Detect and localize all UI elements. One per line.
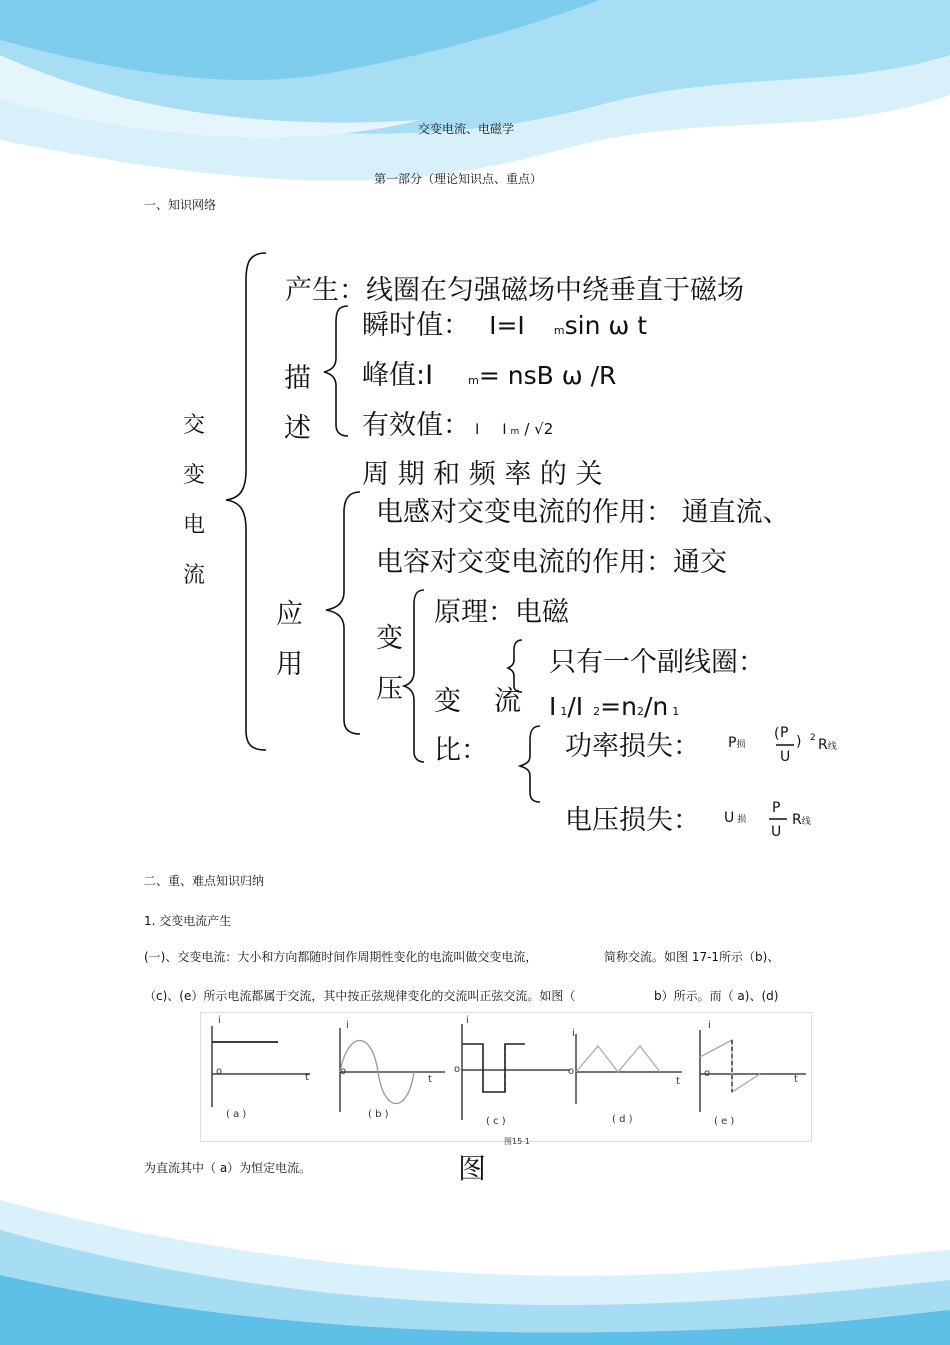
part-heading: 第一部分（理论知识点、重点）: [374, 172, 543, 186]
axis-t-d: t: [676, 1076, 680, 1087]
effective-value: [362, 403, 553, 442]
origin-d: o: [568, 1066, 575, 1077]
inductor-text: 电感对交变电流的作用： 通直流、: [376, 497, 790, 528]
power-frac-bot: U: [780, 749, 791, 765]
voltage-loss-label: 电压损失：: [565, 805, 700, 836]
root-char-3: 电: [183, 513, 206, 538]
power-paren-close: ): [796, 734, 802, 750]
header-wave-decoration: [0, 0, 950, 230]
describe-char-2: 述: [284, 413, 311, 444]
volt-R: [792, 812, 811, 828]
root-char-1: 交: [183, 413, 206, 438]
current-ratio: [549, 692, 679, 721]
axis-i-c: i: [466, 1015, 469, 1026]
transformer-char-2: 压: [376, 674, 403, 705]
label-c: ( c ): [486, 1116, 506, 1127]
ratio-char-1: 变: [434, 686, 461, 717]
axis-i-e: i: [708, 1020, 711, 1031]
current-ratio-a: I: [549, 692, 557, 721]
axis-i-a: i: [218, 1015, 221, 1026]
volt-R-sub: 线: [801, 817, 811, 827]
instant-sub: m: [553, 324, 565, 337]
axis-t-e: t: [794, 1074, 798, 1085]
power-loss-label: 功率损失：: [565, 731, 700, 762]
doc-title: 交变电流、电磁学: [418, 122, 515, 136]
current-ratio-s4: 1: [672, 705, 680, 718]
axis-t-a: t: [305, 1072, 309, 1083]
instant-value: [362, 303, 647, 342]
power-R-letter: R: [818, 737, 828, 753]
principle-text: 原理：电磁: [434, 597, 569, 628]
power-paren-open: (: [774, 726, 780, 742]
instant-prefix: 瞬时值：: [362, 310, 470, 341]
describe-char-1: 描: [284, 363, 311, 394]
effective-sub: m: [510, 427, 520, 437]
item-ac-generation: 1. 交变电流产生: [144, 914, 232, 928]
one-secondary-text: 只有一个副线圈：: [549, 647, 765, 678]
root-char-2: 变: [183, 463, 206, 488]
power-sq: 2: [810, 733, 816, 743]
effective-eq2: I: [502, 422, 507, 438]
power-P: P: [728, 735, 737, 751]
origin-e: o: [704, 1068, 711, 1079]
paragraph-3: 为直流其中（ a）为恒定电流。: [144, 1161, 312, 1175]
peak-prefix: 峰值:I: [362, 360, 434, 391]
label-a: ( a ): [226, 1109, 247, 1120]
paragraph-2b: b）所示。而（ a)、(d): [654, 989, 779, 1003]
current-ratio-d: /n: [643, 692, 669, 721]
axis-i-d: i: [572, 1028, 575, 1039]
axis-i-b: i: [346, 1020, 349, 1031]
label-d: ( d ): [612, 1114, 633, 1125]
power-frac-top: P: [780, 725, 789, 741]
current-waveform-figure: [200, 1012, 812, 1146]
footer-wave-decoration: [0, 1180, 950, 1345]
section-heading-network: 一、知识网络: [144, 198, 217, 212]
volt-sub: 损: [737, 815, 747, 825]
current-ratio-s3: 2: [636, 705, 644, 718]
paragraph-1b: 简称交流。如图 17-1所示（b)、: [604, 950, 780, 964]
label-e: ( e ): [714, 1116, 735, 1127]
capacitor-text: 电容对交变电流的作用：通交: [376, 547, 727, 578]
effective-eq1: I: [475, 422, 480, 438]
effective-prefix: 有效值：: [362, 410, 470, 441]
ratio-char-3: 比：: [434, 735, 488, 766]
paragraph-1a: (一)、交变电流：大小和方向都随时间作周期性变化的电流叫做交变电流，: [144, 950, 538, 964]
current-ratio-s1: 1: [560, 705, 568, 718]
peak-eq: = nsB ω /R: [478, 361, 617, 390]
label-b: ( b ): [368, 1109, 389, 1120]
volt-R-letter: R: [792, 812, 802, 828]
origin-a: o: [216, 1066, 223, 1077]
figure-caption: 图15 1: [504, 1137, 530, 1146]
power-sub: 损: [736, 740, 746, 750]
power-R: [818, 737, 837, 753]
produce-text: 产生：线圈在匀强磁场中绕垂直于磁场: [285, 275, 744, 306]
origin-b: o: [340, 1066, 347, 1077]
instant-eq1: I=I: [489, 311, 525, 340]
figure-char: 图: [458, 1152, 487, 1185]
apply-char-1: 应: [276, 599, 303, 630]
peak-value: [362, 353, 616, 392]
period-text: 周 期 和 频 率 的 关: [362, 459, 603, 490]
peak-sub: m: [468, 374, 479, 387]
volt-frac-top: P: [772, 800, 781, 816]
power-R-sub: 线: [827, 742, 837, 752]
paragraph-2a: （c)、(e）所示电流都属于交流，其中按正弦规律变化的交流叫正弦交流。如图（: [144, 989, 576, 1003]
effective-eq3: / √2: [524, 420, 554, 438]
current-ratio-s2: 2: [593, 705, 601, 718]
apply-char-2: 用: [276, 649, 303, 680]
instant-eq2: sin ω t: [564, 311, 648, 340]
current-ratio-c: =n: [600, 692, 637, 721]
axis-t-b: t: [428, 1074, 432, 1085]
section-heading-key-points: 二、重、难点知识归纳: [144, 874, 265, 888]
root-char-4: 流: [183, 563, 206, 588]
current-ratio-b: /I: [567, 692, 584, 721]
transformer-char-1: 变: [376, 623, 403, 654]
origin-c: o: [454, 1064, 461, 1075]
ratio-char-2: 流: [494, 686, 521, 717]
volt-U: U: [724, 810, 735, 826]
volt-frac-bot: U: [771, 824, 782, 840]
voltage-loss-U: [724, 810, 746, 826]
power-loss-P: [728, 735, 745, 751]
